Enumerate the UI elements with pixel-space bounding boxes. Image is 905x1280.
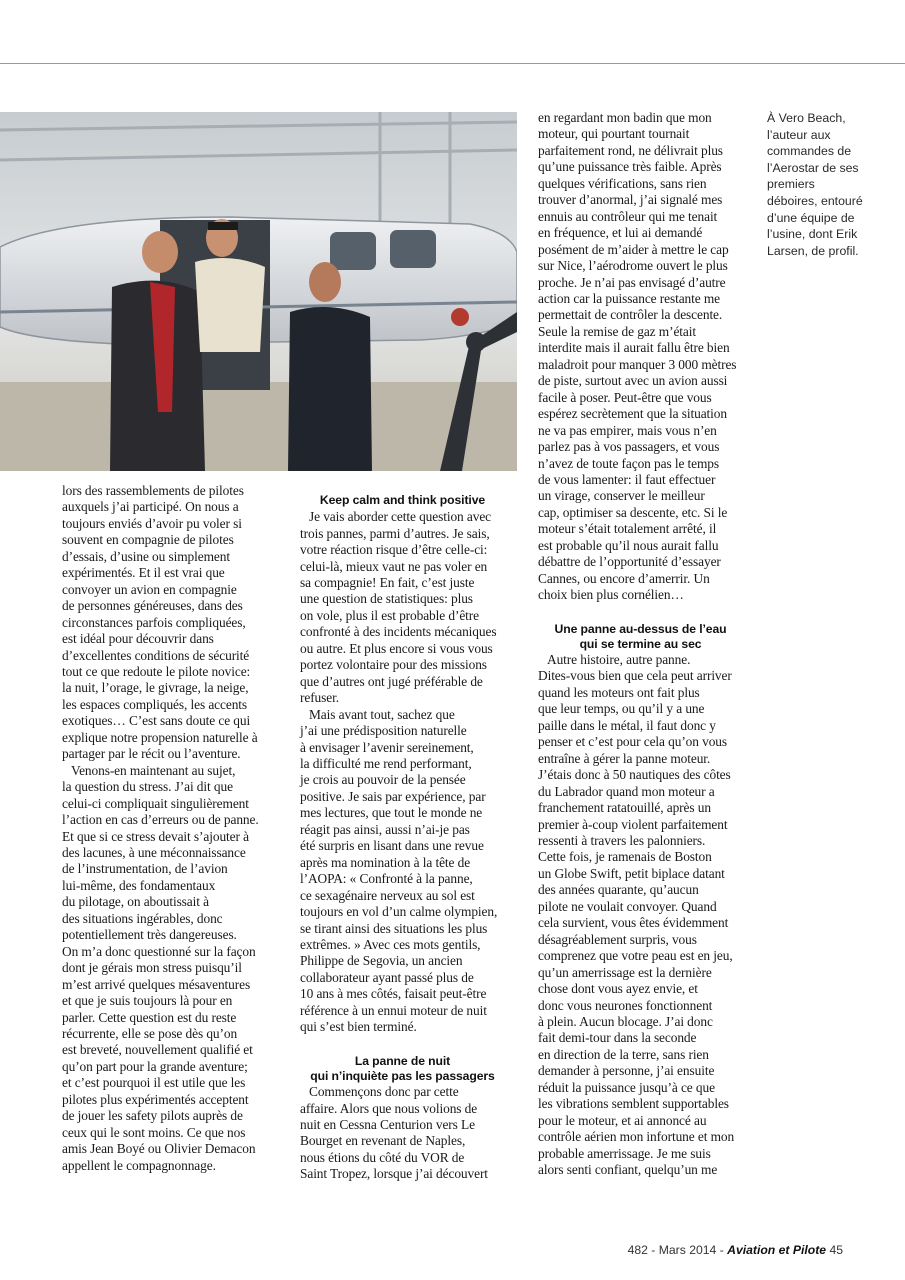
text-line: de piste, surtout avec un avion aussi — [538, 373, 728, 389]
paragraph — [300, 1084, 505, 1183]
subheading-line: qui n’inquiète pas les passagers — [310, 1068, 495, 1083]
text-line: l’AOPA: « Confronté à la panne, — [300, 871, 473, 887]
subheading-line: Une panne au-dessus de l’eau — [554, 621, 727, 636]
text-line: d’excellentes conditions de sécurité — [62, 647, 250, 663]
subheading-panne-de-nuit — [300, 1054, 505, 1084]
text-line: l’action en cas d’erreurs ou de panne. — [62, 812, 259, 828]
text-line: une question de statistiques: plus — [300, 591, 473, 607]
text-line: désagréablement surpris, vous — [538, 931, 697, 947]
subheading-line: La panne de nuit — [354, 1053, 451, 1068]
text-line: de vous lamenter: il faut effectuer — [538, 471, 716, 487]
text-line: trouver d’anormal, j’ai signalé mes — [538, 192, 723, 208]
text-line: expérimentés. Et il est vrai que — [62, 565, 225, 581]
text-line: 10 ans à mes côtés, faisait peut-être — [300, 986, 487, 1002]
text-line: référence à un ennui moteur de nuit — [300, 1002, 487, 1018]
text-line: en regardant mon badin que mon — [538, 110, 712, 125]
magazine-name: Aviation et Pilote — [727, 1243, 827, 1257]
text-line: dont je gérais mon stress puisqu’il — [62, 960, 242, 976]
text-line: sur Nice, l’aérodrome ouvert le plus — [538, 258, 728, 274]
text-line: été surpris en lisant dans une revue — [300, 838, 484, 854]
text-line: Bourget en revenant de Naples, — [300, 1133, 466, 1149]
subheading-panne-eau — [538, 622, 743, 652]
text-line: des lacunes, à une méconnaissance — [62, 844, 246, 860]
text-line: refuser. — [300, 690, 339, 706]
text-line: affaire. Alors que nous volions de — [300, 1100, 478, 1116]
text-line: les vibrations semblent supportables — [538, 1096, 729, 1112]
text-line: circonstances parfois compliquées, — [62, 614, 246, 630]
text-line: la question du stress. J’ai dit que — [62, 779, 233, 795]
text-line: auxquels j’ai participé. On nous a — [62, 499, 239, 515]
text-line: souvent en compagnie de pilotes — [62, 532, 234, 548]
text-line: ce sexagénaire nerveux au sol est — [300, 887, 475, 903]
text-line: celui-ci compliquait singulièrement — [62, 795, 249, 811]
text-line: du Labrador quand mon moteur a — [538, 783, 715, 799]
text-line: portez volontaire pour des missions — [300, 657, 487, 673]
text-line: fait demi-tour dans la seconde — [538, 1030, 697, 1046]
top-rule — [0, 63, 905, 64]
text-line: ennuis au contrôleur qui me tenait — [538, 208, 718, 224]
text-line: quand les moteurs ont fait plus — [538, 684, 700, 700]
text-line: qu’un amerrissage est la dernière — [538, 964, 712, 980]
text-line: lors des rassemblements de pilotes — [62, 483, 244, 498]
text-line: Saint Tropez, lorsque j’ai découvert — [300, 1166, 488, 1182]
page-number: 45 — [829, 1243, 843, 1257]
text-line: est probable qu’il nous aurait fallu — [538, 537, 719, 553]
text-line: extrêmes. » Avec ces mots gentils, — [300, 936, 481, 952]
text-line: qu’on part pour la grande aventure; — [62, 1058, 248, 1074]
text-line: on vole, plus il est probable d’être — [300, 607, 479, 623]
text-line: de l’instrumentation, de l’avion — [62, 861, 228, 877]
text-line: facile à poser. Peut-être que vous — [538, 389, 712, 405]
text-line: Commençons donc par cette — [309, 1084, 459, 1100]
text-line: entraîne à gérer la panne moteur. — [538, 750, 711, 766]
text-line: appellent le compagnonnage. — [62, 1157, 216, 1173]
text-line: parler. Cette question est du reste — [62, 1009, 237, 1025]
text-line: je crois au pouvoir de la pensée — [300, 772, 466, 788]
paragraph — [300, 707, 505, 1036]
text-line: pilote ne voulait convoyer. Quand — [538, 898, 717, 914]
text-line: est breveté, nouvellement qualifié et — [62, 1042, 253, 1058]
text-line: d’essais, d’usine ou simplement — [62, 548, 230, 564]
text-line: paille dans le métal, il faut donc y — [538, 717, 716, 733]
text-line: débattre de l’opportunité d’essayer — [538, 554, 721, 570]
text-line: après ma nomination à la tête de — [300, 854, 471, 870]
text-line: ressenti à travers les palonniers. — [538, 832, 706, 848]
text-line: se tirant ainsi des situations les plus — [300, 920, 488, 936]
text-line: et que je suis toujours là pour en — [62, 993, 233, 1009]
text-line: moteur s’était totalement arrêté, il — [538, 521, 717, 537]
text-line: trois pannes, parmi d’autres. Je sais, — [300, 525, 490, 541]
text-line: J’étais donc à 50 nautiques des côtes — [538, 767, 731, 783]
text-line: la difficulté me rend performant, — [300, 756, 472, 771]
page-footer — [628, 1243, 843, 1257]
text-line: quelques vérifications, sans rien — [538, 175, 707, 191]
text-line: récurrente, elle se pose dès qu’on — [62, 1025, 238, 1041]
text-line: pour le moteur, et ai annoncé au — [538, 1112, 707, 1128]
text-line: parfaitement rond, ne délivrait plus — [538, 142, 723, 158]
text-line: j’ai une prédisposition naturelle — [300, 723, 467, 739]
text-line: franchement ratatouillé, après un — [538, 800, 711, 816]
text-line: des années quarante, qu’aucun — [538, 882, 699, 898]
text-line: maladroit pour manquer 3 000 mètres — [538, 356, 737, 372]
text-line: probable amerrissage. Je me suis — [538, 1145, 711, 1161]
text-line: comprenez que votre peau est en jeu, — [538, 948, 733, 964]
subheading-keep-calm — [300, 493, 505, 508]
photo-caption: À Vero Beach, l’auteur aux commandes de l’Aerostar de ses premiers déboires, entouré d’une équipe de l’usine, dont Erik Larsen, de profil. — [767, 111, 863, 258]
text-line: qui s’est bien terminé. — [300, 1019, 417, 1035]
text-line: les espaces compliqués, les accents — [62, 696, 248, 712]
paragraph — [62, 763, 267, 1174]
text-line: Mais avant tout, sachez que — [309, 706, 455, 722]
text-line: tout ce que redoute le pilote novice: — [62, 663, 251, 679]
text-line: ne va pas empirer, mais vous n’en — [538, 422, 717, 438]
text-line: m’est arrivé quelques mésaventures — [62, 976, 251, 992]
text-line: partager par le récit ou l’aventure. — [62, 746, 241, 762]
paragraph — [538, 110, 743, 604]
text-line: un virage, conserver le meilleur — [538, 488, 705, 504]
text-line: réduit la puissance jusqu’à ce que — [538, 1079, 715, 1095]
text-line: Je vais aborder cette question avec — [309, 509, 492, 525]
text-line: explique notre propension naturelle à — [62, 729, 258, 745]
text-line: toujours enviés d’avoir pu voler si — [62, 515, 242, 531]
text-line: Autre histoire, autre panne. — [547, 652, 691, 667]
text-line: confronté à des incidents mécaniques — [300, 624, 497, 640]
text-line: chose dont vous ayez envie, et — [538, 981, 698, 997]
text-line: amis Jean Boyé ou Olivier Demacon — [62, 1141, 256, 1157]
text-line: parlez pas à vos passagers, et vous — [538, 439, 720, 455]
text-line: collaborateur ayant passé plus de — [300, 969, 474, 985]
text-column-3 — [538, 110, 743, 1179]
paragraph — [300, 509, 505, 706]
text-line: lui-même, des fondamentaux — [62, 877, 216, 893]
text-line: On m’a donc questionné sur la façon — [62, 943, 256, 959]
text-line: ceux qui le sont moins. Ce que nos — [62, 1124, 246, 1140]
text-line: permettait de contrôler la descente. — [538, 307, 723, 323]
text-line: en direction de la terre, sans rien — [538, 1046, 709, 1062]
text-line: cela survient, vous êtes évidemment — [538, 915, 729, 931]
text-line: un Globe Swift, petit biplace datant — [538, 865, 725, 881]
text-line: votre réaction risque d’être celle-ci: — [300, 542, 488, 558]
text-column-1 — [62, 483, 267, 1174]
text-line: toujours en vol d’un calme olympien, — [300, 904, 498, 920]
text-line: premier à-coup violent parfaitement — [538, 816, 728, 832]
text-line: pilotes plus expérimentés acceptent — [62, 1091, 249, 1107]
text-line: Cette fois, je ramenais de Boston — [538, 849, 712, 865]
text-line: espérez secrètement que la situation — [538, 406, 727, 422]
text-line: en fréquence, et lui ai demandé — [538, 225, 703, 241]
text-line: posément de m’aider à mettre le cap — [538, 241, 729, 257]
text-line: contrôle aérien mon infortune et mon — [538, 1129, 735, 1145]
text-line: des situations ingérables, donc — [62, 910, 223, 926]
text-line: Cannes, ou encore d’amerrir. Un — [538, 570, 710, 586]
text-line: n’avez de toute façon pas le temps — [538, 455, 720, 471]
text-line: celui-là, mieux vaut ne pas voler en — [300, 558, 488, 574]
text-line: est idéal pour découvrir dans — [62, 631, 214, 647]
text-line: choix bien plus cornélien… — [538, 587, 684, 603]
text-line: interdite mais il aurait fallu être bien — [538, 340, 730, 356]
text-line: à envisager l’avenir sereinement, — [300, 739, 474, 755]
text-line: mes lectures, que tout le monde ne — [300, 805, 483, 821]
text-line: donc vous neurones fonctionnent — [538, 997, 713, 1013]
text-line: alors senti confiant, quelqu’un me — [538, 1162, 718, 1178]
text-line: nous étions du côté du VOR de — [300, 1149, 465, 1165]
paragraph — [538, 652, 743, 1179]
text-line: Seule la remise de gaz m’était — [538, 323, 696, 339]
text-line: la nuit, l’orage, le givrage, la neige, — [62, 680, 249, 696]
text-line: action car la puissance restante me — [538, 290, 721, 306]
text-line: Venons-en maintenant au sujet, — [71, 762, 236, 778]
text-line: réagit pas ainsi, aussi n’ai-je pas — [300, 821, 470, 837]
text-line: de jouer les safety pilots auprès de — [62, 1108, 243, 1124]
text-line: du pilotage, on aboutissait à — [62, 894, 209, 910]
subheading-line: qui se termine au sec — [579, 636, 702, 651]
text-line: nuit en Cessna Centurion vers Le — [300, 1117, 475, 1133]
text-line: Dites-vous bien que cela peut arriver — [538, 668, 732, 684]
text-line: à plein. Aucun blocage. J’ai donc — [538, 1013, 713, 1029]
text-line: sa compagnie! En fait, c’est juste — [300, 575, 475, 591]
text-line: que leur temps, ou qu’il y a une — [538, 701, 705, 717]
text-line: Philippe de Segovia, un ancien — [300, 953, 463, 969]
subheading-line: Keep calm and think positive — [319, 493, 486, 507]
text-line: proche. Je n’ai pas envisagé d’autre — [538, 274, 726, 290]
text-line: potentiellement très dangereuses. — [62, 927, 237, 943]
text-line: positive. Je sais par expérience, par — [300, 788, 486, 804]
text-line: que d’autres ont jugé préférable de — [300, 673, 483, 689]
text-line: de personnes généreuses, dans des — [62, 598, 243, 614]
text-line: qu’une puissance très faible. Après — [538, 159, 722, 175]
text-line: moteur, qui pourtant tournait — [538, 126, 690, 142]
text-line: et c’est pourquoi il est utile que les — [62, 1075, 246, 1091]
text-column-2 — [300, 493, 505, 1183]
text-line: exotiques… C’est sans doute ce qui — [62, 713, 251, 729]
text-line: cap, optimiser sa descente, etc. Si le — [538, 504, 728, 520]
text-line: penser et c’est pour cela qu’on vous — [538, 734, 728, 750]
text-line: ou autre. Et plus encore si vous vous — [300, 640, 493, 656]
issue-date: 482 - Mars 2014 - — [627, 1243, 724, 1257]
text-line: Et que si ce stress devait s’ajouter à — [62, 828, 249, 844]
article-photo — [0, 112, 517, 471]
paragraph — [62, 483, 267, 763]
text-line: convoyer un avion en compagnie — [62, 581, 237, 597]
text-line: demander à personne, j’ai ensuite — [538, 1063, 715, 1079]
